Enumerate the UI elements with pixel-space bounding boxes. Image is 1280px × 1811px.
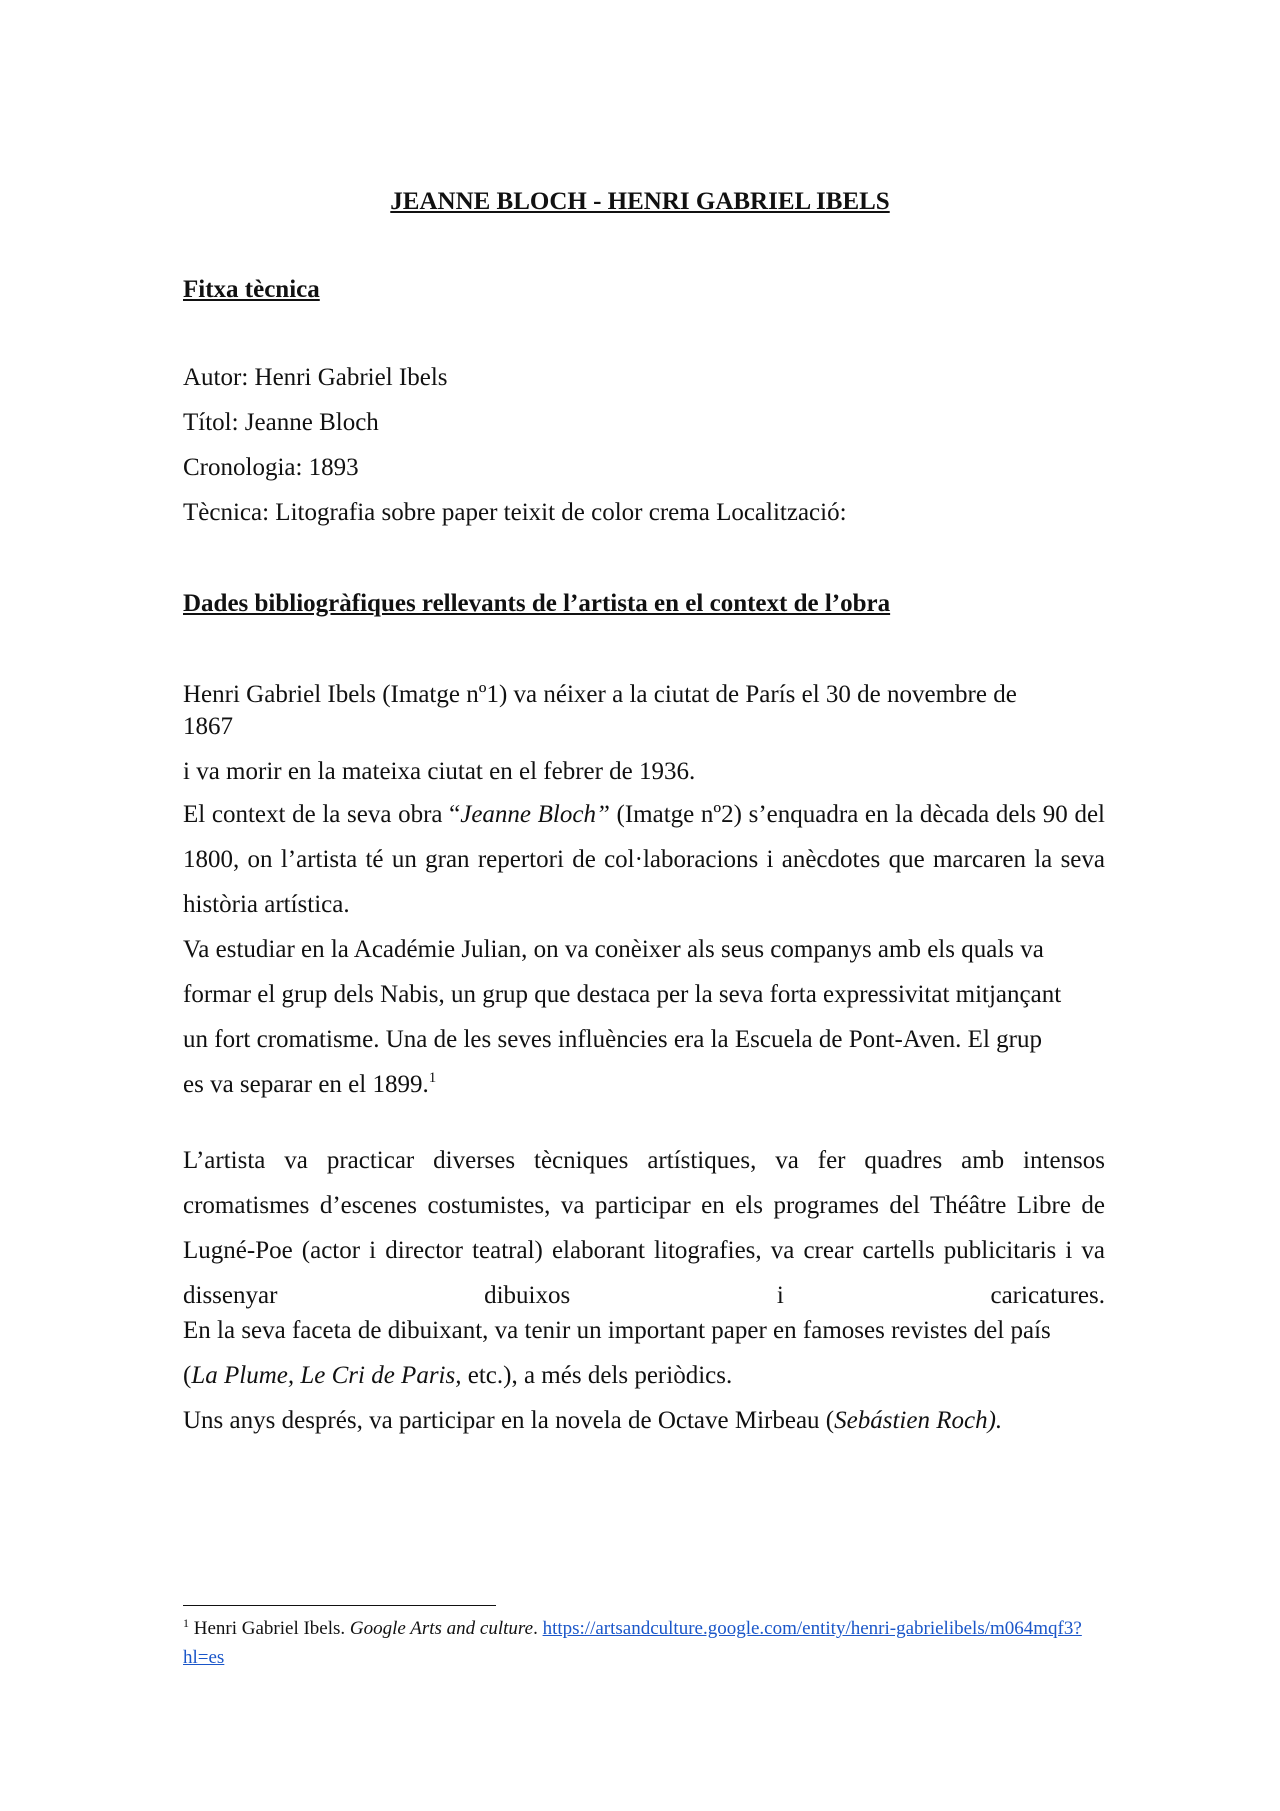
bio-p3-line4 bbox=[183, 1071, 436, 1099]
fitxa-heading: Fitxa tècnica bbox=[183, 276, 320, 303]
footnote-source: Google Arts and culture bbox=[349, 1618, 534, 1639]
footnote-number: 1 bbox=[183, 1616, 189, 1630]
bio-p3-line2: formar el grup dels Nabis, un grup que destaca per la seva forta expressivitat mitjançant bbox=[183, 981, 1062, 1008]
bio-p3-line1: Va estudiar en la Académie Julian, on va conèixer als seus companys amb els quals va bbox=[183, 936, 1044, 963]
fitxa-tecnica: Tècnica: Litografia sobre paper teixit de color crema Localització: bbox=[183, 499, 847, 526]
footnote-divider bbox=[183, 1605, 496, 1606]
p5-magazines: La Plume, Le Cri de Paris, bbox=[191, 1362, 462, 1389]
footnote-reference: 1 bbox=[428, 1070, 437, 1086]
bio-p1-line2: 1867 bbox=[183, 713, 233, 740]
document-title: JEANNE BLOCH - HENRI GABRIEL IBELS bbox=[390, 188, 890, 215]
fitxa-cronologia: Cronologia: 1893 bbox=[183, 454, 359, 481]
bio-p6 bbox=[183, 1407, 1002, 1435]
footnote-text: Henri Gabriel Ibels. bbox=[189, 1618, 350, 1639]
footnote bbox=[183, 1614, 1103, 1672]
p5-text-after: etc.), a més dels periòdics. bbox=[461, 1362, 733, 1389]
bio-p5-line1: En la seva faceta de dibuixant, va tenir un important paper en famoses revistes del país bbox=[183, 1317, 1051, 1344]
fitxa-autor: Autor: Henri Gabriel Ibels bbox=[183, 364, 448, 391]
p5-open-paren: ( bbox=[183, 1362, 192, 1389]
bio-paragraph-4: L’artista va practicar diverses tècniques artístiques, va fer quadres amb intensos cromatismes d’escenes costumistes, va participar en els programes del Théâtre Libre de Lugné-Poe (actor i director teatral) elaborant litografies, va crear cartells publicitaris i va dissenyar dibuixos i caricatures. bbox=[183, 1147, 1105, 1309]
p6-text-before: Uns anys després, va participar en la novela de Octave Mirbeau ( bbox=[183, 1407, 835, 1434]
p2-text-before: El context de la seva obra “ bbox=[183, 801, 461, 828]
bio-paragraph-2 bbox=[183, 792, 1105, 927]
p2-artwork-title: Jeanne Bloch” bbox=[460, 801, 610, 828]
p3-line4-text: es va separar en el 1899. bbox=[183, 1071, 429, 1098]
footnote-period: . bbox=[533, 1618, 543, 1639]
bio-p5-line2 bbox=[183, 1362, 732, 1390]
p2-text-after: (Imatge nº2) s’enquadra en la dècada dels 90 del 1800, on l’artista té un gran repertori de col·laboracions i anècdotes que marcaren la seva història artística. bbox=[183, 801, 1105, 918]
fitxa-titol: Títol: Jeanne Bloch bbox=[183, 409, 379, 436]
bio-p1-line1: Henri Gabriel Ibels (Imatge nº1) va néixer a la ciutat de París el 30 de novembre de bbox=[183, 681, 1017, 708]
footnote-link[interactable]: https://artsandculture.google.com/entity/henri-gabrielibels/m064mqf3?hl=es bbox=[183, 1618, 1082, 1668]
p6-novel-title: Sebástien Roch). bbox=[834, 1407, 1003, 1434]
bio-p3-line3: un fort cromatisme. Una de les seves influències era la Escuela de Pont-Aven. El grup bbox=[183, 1026, 1042, 1053]
bio-heading: Dades bibliogràfiques rellevants de l’artista en el context de l’obra bbox=[183, 590, 891, 617]
bio-p1-line3: i va morir en la mateixa ciutat en el febrer de 1936. bbox=[183, 758, 696, 785]
